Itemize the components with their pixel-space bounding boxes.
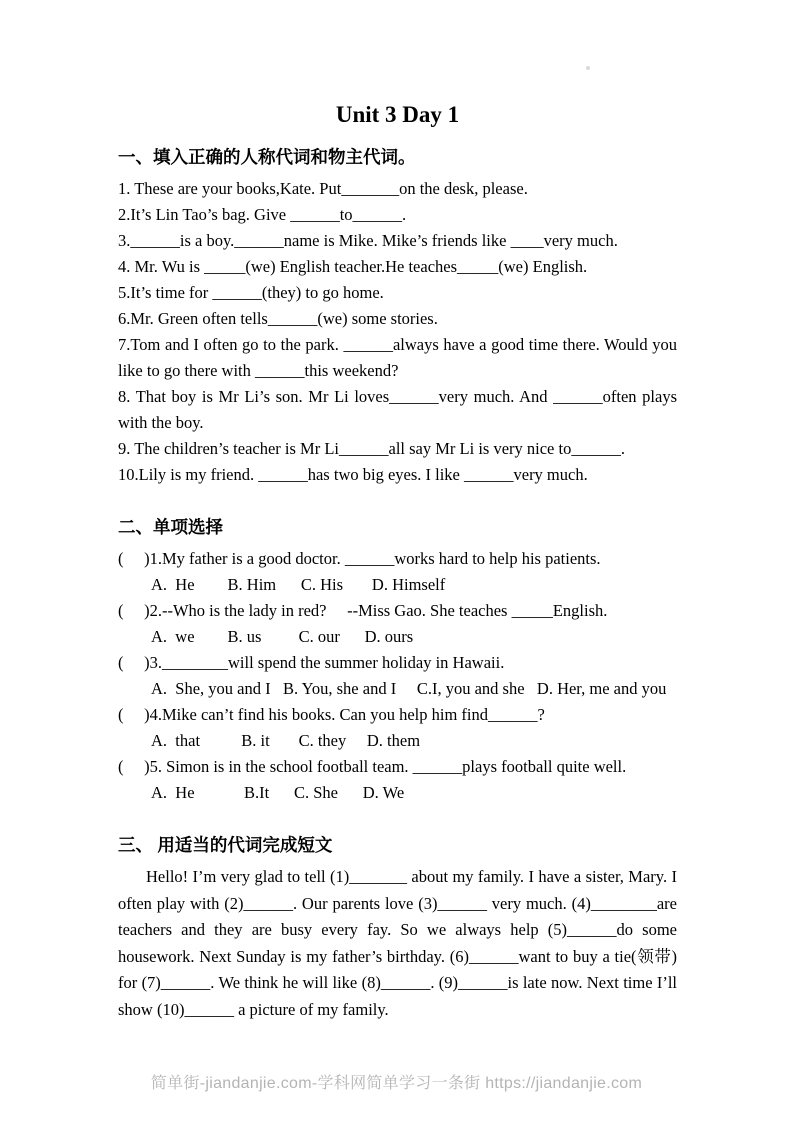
fill-blank-item-3: 3.______is a boy.______name is Mike. Mike’s friends like ____very much. (118, 231, 618, 250)
question-options: A. She, you and I B. You, she and I C.I, you and she D. Her, me and you (151, 679, 667, 698)
footer-watermark: 简单街-jiandanjie.com-学科网简单学习一条街 https://jiandanjie.com (150, 1075, 643, 1092)
fill-blank-item-6: 6.Mr. Green often tells______(we) some stories. (118, 309, 438, 328)
mc-question-5 (118, 754, 677, 806)
mc-question-4 (118, 702, 677, 754)
page-title: Unit 3 Day 1 (335, 102, 460, 127)
stray-mark (586, 66, 590, 70)
question-stem: ( )4.Mike can’t find his books. Can you help him find______? (118, 705, 545, 724)
section2-heading: 二、单项选择 (118, 517, 223, 537)
fill-blank-item-5: 5.It’s time for ______(they) to go home. (118, 283, 384, 302)
mc-question-2 (118, 598, 677, 650)
question-stem: ( )1.My father is a good doctor. ______works hard to help his patients. (118, 549, 601, 568)
question-options: A. that B. it C. they D. them (151, 731, 421, 750)
mc-question-1 (118, 546, 677, 598)
cloze-passage: Hello! I’m very glad to tell (1)_______ about my family. I have a sister, Mary. I often play with (2)______. Our parents love (3)______ very much. (4)________are teachers and they are busy every fay. So we always help (5)______do some housework. Next Sunday is my father’s birthday. (6)______want to buy a tie(领带) for (7)______. We think he will like (8)______. (9)______is late now. Next time I’ll show (10)______ a picture of my family. (118, 867, 677, 1019)
fill-blank-item-8: 8. That boy is Mr Li’s son. Mr Li loves______very much. And ______often plays with the boy. (118, 387, 677, 432)
question-stem: ( )2.--Who is the lady in red? --Miss Gao. She teaches _____English. (118, 601, 608, 620)
worksheet-content (118, 100, 677, 1023)
question-options: A. we B. us C. our D. ours (151, 627, 414, 646)
fill-blank-item-9: 9. The children’s teacher is Mr Li______all say Mr Li is very nice to______. (118, 439, 625, 458)
question-options: A. He B. Him C. His D. Himself (151, 575, 446, 594)
question-stem: ( )3.________will spend the summer holiday in Hawaii. (118, 653, 505, 672)
fill-blank-item-4: 4. Mr. Wu is _____(we) English teacher.He teaches_____(we) English. (118, 257, 588, 276)
fill-blank-item-1: 1. These are your books,Kate. Put_______on the desk, please. (118, 179, 528, 198)
fill-blank-item-7: 7.Tom and I often go to the park. ______always have a good time there. Would you like to go there with ______this weekend? (118, 335, 677, 380)
fill-blank-item-10: 10.Lily is my friend. ______has two big eyes. I like ______very much. (118, 465, 588, 484)
question-options: A. He B.It C. She D. We (151, 783, 405, 802)
mc-question-3 (118, 650, 677, 702)
section1-heading: 一、填入正确的人称代词和物主代词。 (118, 147, 416, 167)
question-stem: ( )5. Simon is in the school football team. ______plays football quite well. (118, 757, 627, 776)
section3-heading: 三、 用适当的代词完成短文 (118, 835, 333, 855)
fill-blank-item-2: 2.It’s Lin Tao’s bag. Give ______to______. (118, 205, 407, 224)
